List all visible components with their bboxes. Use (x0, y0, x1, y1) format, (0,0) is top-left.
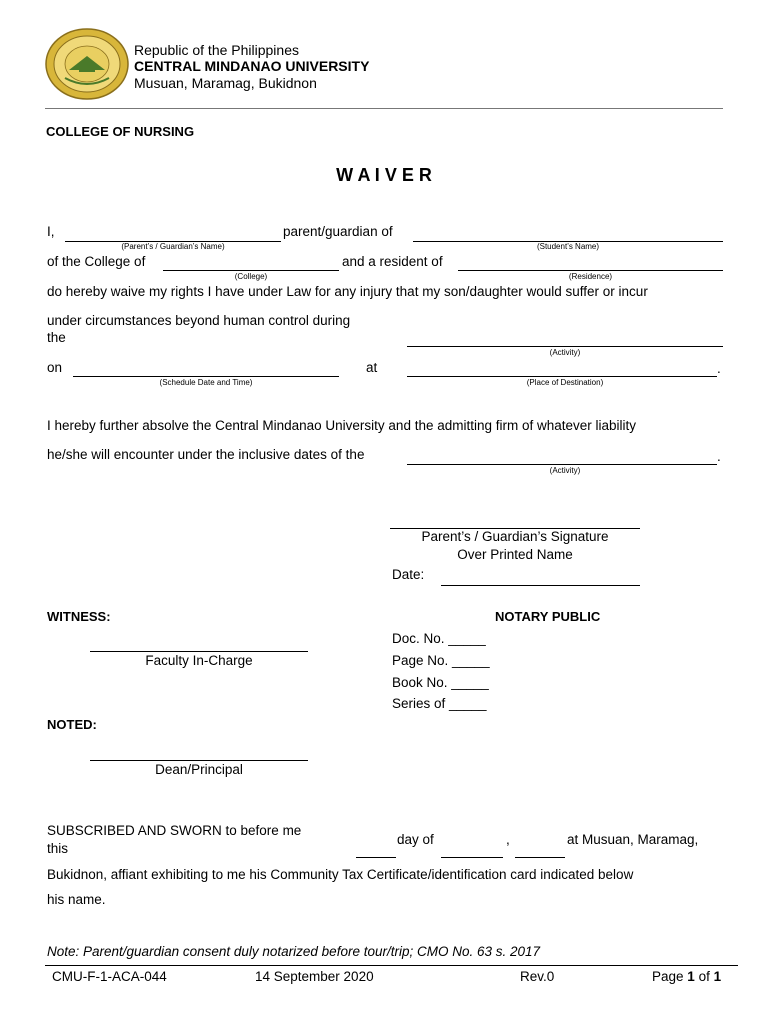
circumstances-text: under circumstances beyond human control during (47, 313, 351, 328)
comma: , (506, 832, 510, 847)
caption-student-name: (Student’s Name) (536, 242, 600, 251)
page-label: Page (652, 969, 684, 984)
absolve-text-2: he/she will encounter under the inclusive dates of the (47, 447, 365, 462)
period-2: . (717, 449, 721, 464)
label-parent-of: parent/guardian of (283, 224, 393, 239)
caption-schedule: (Schedule Date and Time) (159, 378, 253, 387)
caption-destination: (Place of Destination) (526, 378, 604, 387)
schedule-line[interactable] (73, 376, 339, 377)
label-on: on (47, 360, 63, 375)
activity-line[interactable] (407, 346, 723, 347)
college-line[interactable] (163, 270, 339, 271)
page-of: of (698, 969, 710, 984)
dean-signature-line[interactable] (90, 760, 308, 761)
faculty-signature-line[interactable] (90, 651, 308, 652)
header-republic: Republic of the Philippines (134, 42, 299, 58)
footer-divider (45, 965, 738, 966)
doc-no: Doc. No. _____ (392, 631, 486, 646)
label-i: I, (47, 224, 55, 239)
inclusive-activity-line[interactable] (407, 464, 717, 465)
caption-residence: (Residence) (568, 272, 613, 281)
sworn-text-3: his name. (47, 892, 106, 907)
sworn-text-2: Bukidnon, affiant exhibiting to me his Community Tax Certificate/identification card indicated below (47, 867, 634, 882)
book-no: Book No. _____ (392, 675, 489, 690)
label-resident-of: and a resident of (342, 254, 443, 269)
witness-label: WITNESS: (47, 609, 111, 624)
page-indicator (652, 969, 721, 984)
signature-label: Parent’s / Guardian’s Signature (421, 529, 609, 544)
circumstances-text-2: the (47, 330, 66, 345)
month-line[interactable] (441, 857, 503, 858)
label-at: at (366, 360, 378, 375)
series-of: Series of _____ (392, 696, 487, 711)
page-total: 1 (713, 969, 722, 984)
page-title: W A I V E R (336, 165, 432, 185)
destination-line[interactable] (407, 376, 717, 377)
year-line[interactable] (515, 857, 565, 858)
date-label: Date: (392, 567, 425, 582)
residence-line[interactable] (458, 270, 723, 271)
caption-activity-2: (Activity) (549, 466, 581, 475)
noted-label: NOTED: (47, 717, 97, 732)
printed-name-label: Over Printed Name (457, 547, 573, 562)
label-of-college: of the College of (47, 254, 146, 269)
college-name: COLLEGE OF NURSING (46, 124, 195, 139)
caption-activity: (Activity) (549, 348, 581, 357)
note-text: Note: Parent/guardian consent duly notarized before tour/trip; CMO No. 63 s. 2017 (47, 944, 541, 959)
caption-parent-name: (Parent’s / Guardian’s Name) (121, 242, 225, 251)
faculty-label: Faculty In-Charge (145, 653, 253, 668)
caption-college: (College) (234, 272, 268, 281)
day-line[interactable] (356, 857, 396, 858)
header-divider (45, 108, 723, 109)
sworn-text-this: this (47, 841, 69, 856)
date-line[interactable] (441, 585, 640, 586)
notary-label: NOTARY PUBLIC (495, 609, 601, 624)
header-university-name: CENTRAL MINDANAO UNIVERSITY (134, 58, 370, 74)
waive-text: do hereby waive my rights I have under Law for any injury that my son/daughter would suffer or incur (47, 284, 648, 299)
sworn-text: SUBSCRIBED AND SWORN to before me (47, 823, 302, 838)
period: . (717, 361, 721, 376)
label-day-of: day of (397, 832, 434, 847)
university-seal (45, 28, 129, 100)
page-number: 1 (687, 969, 695, 984)
form-code: CMU-F-1-ACA-044 (52, 969, 167, 984)
dean-label: Dean/Principal (155, 762, 243, 777)
form-date: 14 September 2020 (255, 969, 374, 984)
header-address: Musuan, Maramag, Bukidnon (134, 75, 317, 91)
page-no: Page No. _____ (392, 653, 490, 668)
form-rev: Rev.0 (520, 969, 555, 984)
absolve-text: I hereby further absolve the Central Mindanao University and the admitting firm of whatever liability (47, 418, 637, 433)
label-at-musuan: at Musuan, Maramag, (567, 832, 699, 847)
